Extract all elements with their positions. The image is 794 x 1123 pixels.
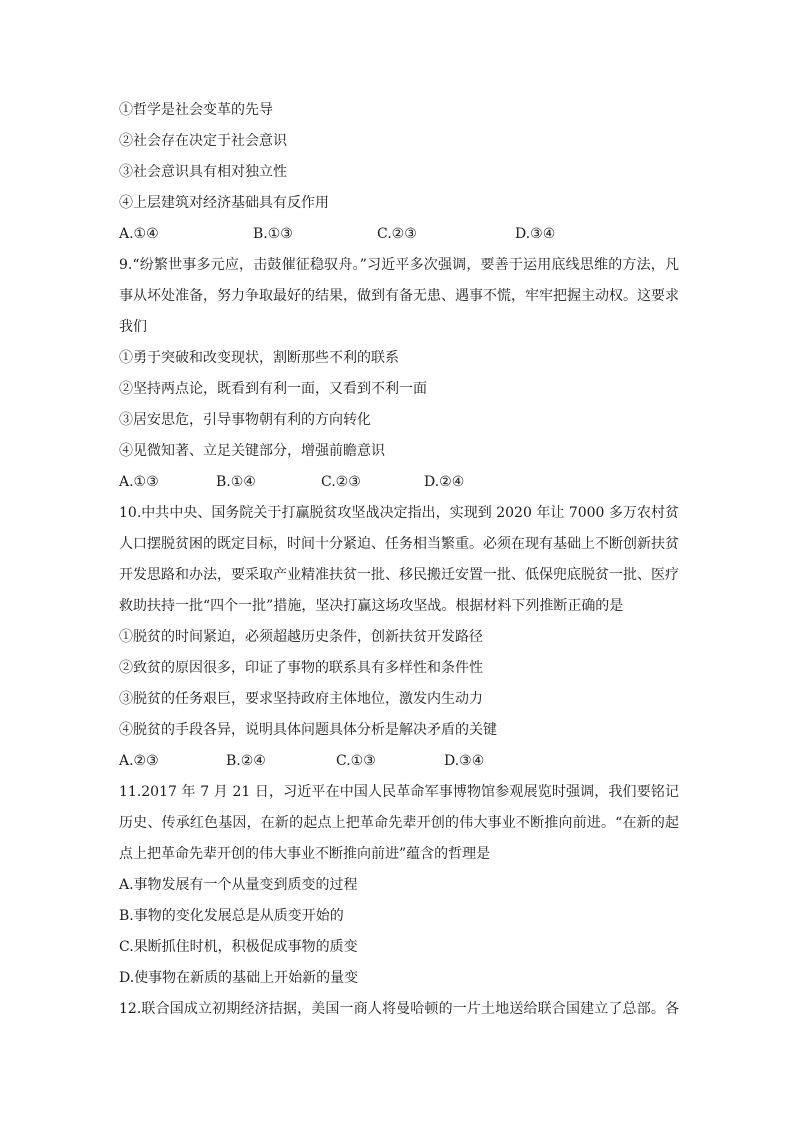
q12-stem-line-1: 12.联合国成立初期经济拮据，美国一商人将曼哈顿的一片土地送给联合国建立了总部。各 xyxy=(119,1001,679,1017)
q9-item-4: ④见微知著、立足关键部分，增强前瞻意识 xyxy=(119,443,385,459)
q10-item-2: ②致贫的原因很多，印证了事物的联系具有多样性和条件性 xyxy=(119,660,483,676)
q10-option-c[interactable]: C.①③ xyxy=(336,753,376,769)
q8-item-3: ③社会意识具有相对独立性 xyxy=(119,164,287,180)
q8-option-d[interactable]: D.③④ xyxy=(515,226,556,242)
q9-item-2: ②坚持两点论，既看到有利一面，又看到不利一面 xyxy=(119,381,427,397)
q11-stem-line-2: 历史、传承红色基因，在新的起点上把革命先辈开创的伟大事业不断推向前进。“在新的起 xyxy=(119,815,679,831)
question-10 xyxy=(119,498,679,777)
q8-option-a[interactable]: A.①④ xyxy=(119,226,159,242)
q9-item-1: ①勇于突破和改变现状，割断那些不利的联系 xyxy=(119,350,399,366)
q9-stem-line-2: 事从坏处准备，努力争取最好的结果，做到有备无患、遇事不慌，牢牢把握主动权。这要求 xyxy=(119,288,679,304)
q10-option-d[interactable]: D.③④ xyxy=(444,753,485,769)
q11-option-c[interactable]: C.果断抓住时机，积极促成事物的质变 xyxy=(119,939,358,955)
q8-item-4: ④上层建筑对经济基础具有反作用 xyxy=(119,195,329,211)
q10-option-a[interactable]: A.②③ xyxy=(119,753,159,769)
q11-option-a[interactable]: A.事物发展有一个从量变到质变的过程 xyxy=(119,877,358,893)
question-8 xyxy=(119,95,679,250)
q10-stem-line-3: 开发思路和办法，要采取产业精准扶贫一批、移民搬迁安置一批、低保兜底脱贫一批、医疗 xyxy=(119,567,679,583)
q8-item-1: ①哲学是社会变革的先导 xyxy=(119,102,273,118)
q9-option-b[interactable]: B.①④ xyxy=(216,474,256,490)
q10-item-1: ①脱贫的时间紧迫，必须超越历史条件，创新扶贫开发路径 xyxy=(119,629,483,645)
q8-option-c[interactable]: C.②③ xyxy=(377,226,417,242)
q10-item-4: ④脱贫的手段各异，说明具体问题具体分析是解决矛盾的关键 xyxy=(119,722,497,738)
q9-option-c[interactable]: C.②③ xyxy=(321,474,361,490)
q11-option-d[interactable]: D.使事物在新质的基础上开始新的量变 xyxy=(119,970,359,986)
q11-stem-line-3: 点上把革命先辈开创的伟大事业不断推向前进”蕴含的哲理是 xyxy=(119,846,491,862)
q11-stem-line-1: 11.2017 年 7 月 21 日，习近平在中国人民革命军事博物馆参观展览时强调，我们要铭记 xyxy=(119,784,679,800)
q10-stem-line-4: 救助扶持一批“四个一批”措施，坚决打赢这场攻坚战。根据材料下列推断正确的是 xyxy=(119,598,624,614)
q9-stem-line-3: 我们 xyxy=(119,319,147,335)
q10-options xyxy=(119,746,679,777)
q10-stem-line-1: 10.中共中央、国务院关于打赢脱贫攻坚战决定指出，实现到 2020 年让 7000 多万农村贫 xyxy=(119,505,679,521)
q10-stem-line-2: 人口摆脱贫困的既定目标，时间十分紧迫、任务相当繁重。必须在现有基础上不断创新扶贫 xyxy=(119,536,679,552)
q9-option-d[interactable]: D.②④ xyxy=(424,474,465,490)
q9-item-3: ③居安思危，引导事物朝有利的方向转化 xyxy=(119,412,371,428)
q8-options xyxy=(119,219,679,250)
q9-options xyxy=(119,467,679,498)
q8-item-2: ②社会存在决定于社会意识 xyxy=(119,133,287,149)
q11-option-b[interactable]: B.事物的变化发展总是从质变开始的 xyxy=(119,908,344,924)
question-9 xyxy=(119,250,679,498)
q9-option-a[interactable]: A.①③ xyxy=(119,474,159,490)
q10-item-3: ③脱贫的任务艰巨，要求坚持政府主体地位，激发内生动力 xyxy=(119,691,483,707)
question-content xyxy=(119,95,679,1025)
q8-option-b[interactable]: B.①③ xyxy=(253,226,293,242)
q10-option-b[interactable]: B.②④ xyxy=(226,753,266,769)
question-11 xyxy=(119,777,679,994)
q9-stem-line-1: 9.“纷繁世事多元应，击鼓催征稳驭舟。”习近平多次强调，要善于运用底线思维的方法，凡 xyxy=(119,257,679,273)
question-12 xyxy=(119,994,679,1025)
